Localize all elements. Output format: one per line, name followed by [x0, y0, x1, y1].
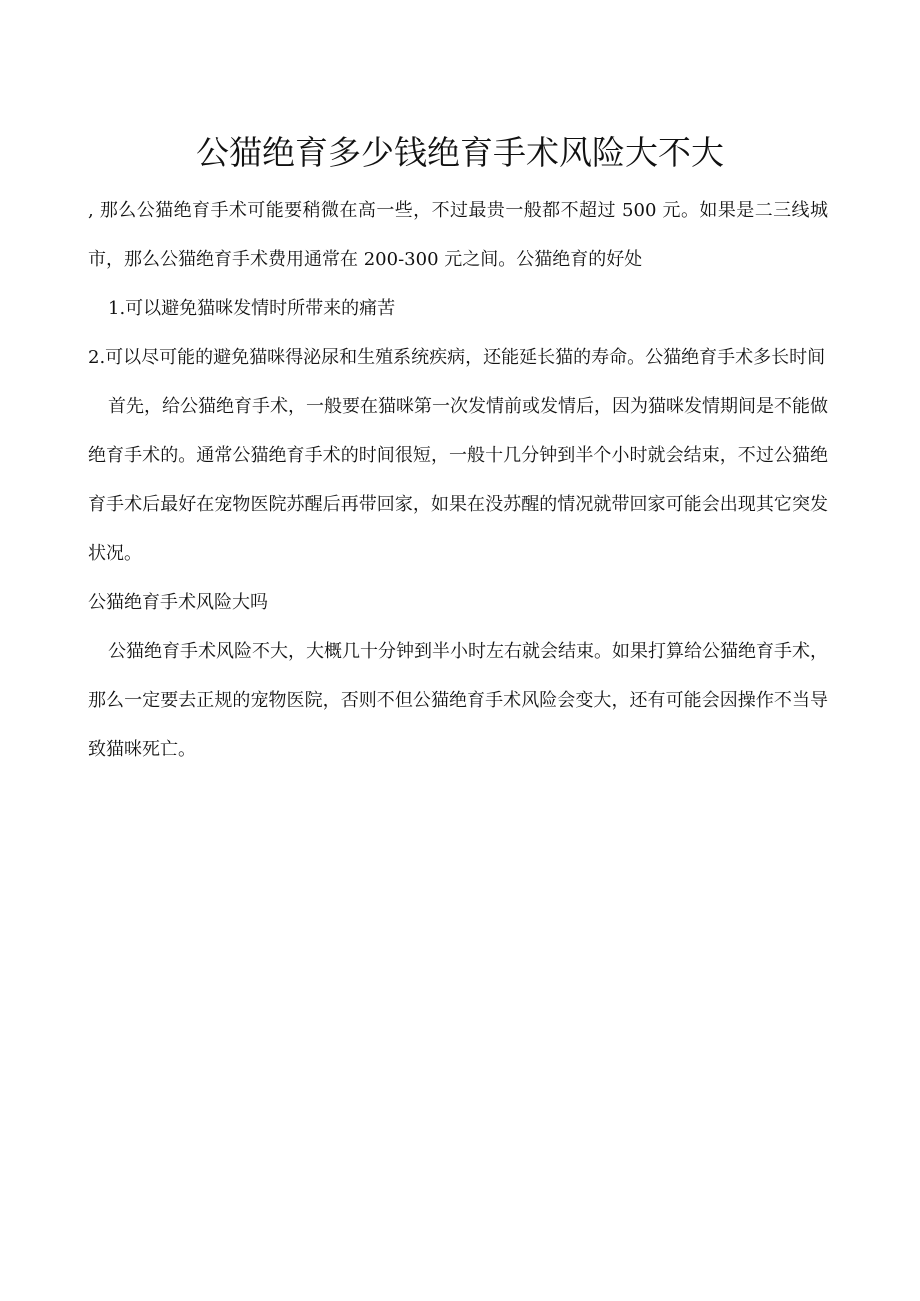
paragraph-risk: 公猫绝育手术风险不大，大概几十分钟到半小时左右就会结束。如果打算给公猫绝育手术，那么一定要去正规的宠物医院，否则不但公猫绝育手术风险会变大，还有可能会因操作不当导致猫咪死亡。 [88, 641, 828, 760]
paragraph-cost: , 那么公猫绝育手术可能要稍微在高一些，不过最贵一般都不超过 500 元。如果是二三线城市，那么公猫绝育手术费用通常在 200-300 元之间。公猫绝育的好处 [88, 200, 828, 270]
paragraph-risk-heading: 公猫绝育手术风险大吗 [88, 592, 268, 613]
paragraph-benefit-1: 1.可以避免猫咪发情时所带来的痛苦 [108, 298, 396, 319]
paragraph-duration: 首先，给公猫绝育手术，一般要在猫咪第一次发情前或发情后，因为猫咪发情期间是不能做绝育手术的。通常公猫绝育手术的时间很短，一般十几分钟到半个小时就会结束，不过公猫绝育手术后最好在宠物医院苏醒后再带回家，如果在没苏醒的情况就带回家可能会出现其它突发状况。 [88, 396, 828, 564]
document-body [88, 186, 828, 774]
document-title: 公猫绝育多少钱绝育手术风险大不大 [196, 133, 724, 172]
paragraph-benefit-2: 2.可以尽可能的避免猫咪得泌尿和生殖系统疾病，还能延长猫的寿命。公猫绝育手术多长时间 [88, 347, 826, 368]
